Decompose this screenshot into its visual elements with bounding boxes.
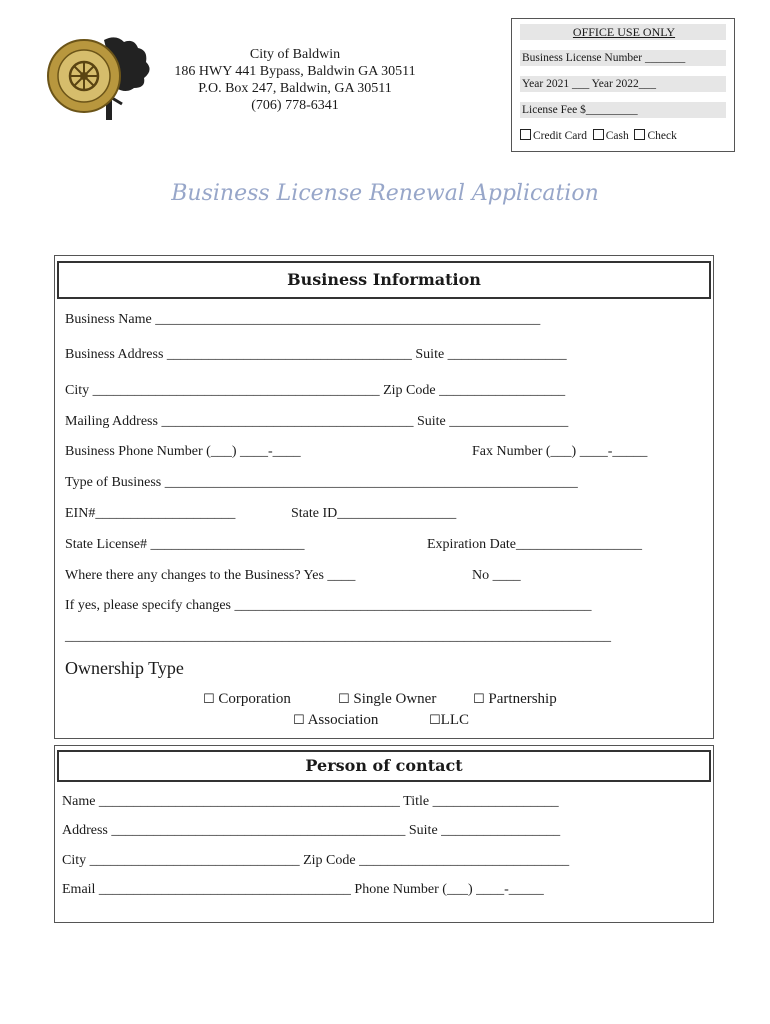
business-information-header: Business Information	[57, 261, 711, 299]
business-phone-field[interactable]: Business Phone Number (___) ____-____	[65, 444, 301, 459]
type-of-business-field[interactable]: Type of Business ___________________________________________________________	[65, 475, 578, 490]
association-label: Association	[307, 712, 379, 728]
cash-label: Cash	[605, 130, 629, 142]
partnership-checkbox[interactable]: ☐	[473, 692, 485, 707]
credit-card-checkbox[interactable]	[520, 129, 531, 140]
partnership-label: Partnership	[488, 691, 557, 707]
ownership-llc[interactable]	[429, 712, 469, 729]
city-seal-logo	[46, 32, 156, 122]
credit-card-label: Credit Card	[533, 130, 587, 142]
city-contact-block	[150, 46, 440, 114]
specify-changes-field[interactable]: If yes, please specify changes ___________________________________________________	[65, 598, 592, 613]
payment-method	[520, 128, 726, 144]
corporation-label: Corporation	[218, 691, 291, 707]
city-address: 186 HWY 441 Bypass, Baldwin GA 30511	[174, 64, 416, 79]
mailing-address-field[interactable]: Mailing Address ____________________________________ Suite _________________	[65, 414, 569, 429]
check-label: Check	[647, 130, 677, 142]
office-use-box	[511, 18, 735, 152]
contact-address-field[interactable]: Address __________________________________________ Suite _________________	[62, 823, 561, 838]
business-name-field[interactable]: Business Name _______________________________________________________	[65, 312, 541, 327]
license-number-field[interactable]: Business License Number _______	[520, 50, 726, 66]
ownership-corporation[interactable]	[203, 691, 291, 708]
contact-city-zip-field[interactable]: City ______________________________ Zip Code ______________________________	[62, 853, 570, 868]
person-of-contact-header: Person of contact	[57, 750, 711, 782]
seal-emblem	[48, 40, 120, 112]
city-name: City of Baldwin	[249, 47, 341, 62]
check-checkbox[interactable]	[634, 129, 645, 140]
license-fee-field[interactable]: License Fee $_________	[520, 102, 726, 118]
city-phone: (706) 778-6341	[251, 98, 339, 113]
city-po-box: P.O. Box 247, Baldwin, GA 30511	[198, 81, 392, 96]
state-license-field[interactable]: State License# ______________________	[65, 537, 305, 552]
single-owner-checkbox[interactable]: ☐	[338, 692, 350, 707]
cash-checkbox[interactable]	[593, 129, 604, 140]
llc-checkbox[interactable]: ☐	[429, 713, 441, 728]
office-use-title: OFFICE USE ONLY	[520, 24, 726, 40]
llc-label: LLC	[440, 712, 469, 728]
contact-email-phone-field[interactable]: Email ____________________________________ Phone Number (___) ____-_____	[62, 882, 544, 897]
expiration-date-field[interactable]: Expiration Date__________________	[427, 537, 643, 552]
ownership-single-owner[interactable]	[338, 691, 436, 708]
fax-number-field[interactable]: Fax Number (___) ____-_____	[472, 444, 648, 459]
person-of-contact-section	[54, 745, 714, 923]
single-owner-label: Single Owner	[353, 691, 437, 707]
changes-no-field[interactable]: No ____	[472, 568, 521, 583]
city-zip-field[interactable]: City _________________________________________ Zip Code __________________	[65, 383, 566, 398]
business-information-section	[54, 255, 714, 739]
ownership-type-title: Ownership Type	[65, 658, 184, 678]
association-checkbox[interactable]: ☐	[293, 713, 305, 728]
specify-changes-line-2[interactable]: ______________________________________________________________________________	[65, 629, 611, 644]
page-title: Business License Renewal Application	[171, 181, 599, 206]
ownership-association[interactable]	[293, 712, 378, 729]
business-address-field[interactable]: Business Address ___________________________________ Suite _________________	[65, 347, 567, 362]
year-field[interactable]: Year 2021 ___ Year 2022___	[520, 76, 726, 92]
ownership-partnership[interactable]	[473, 691, 557, 708]
contact-name-field[interactable]: Name ___________________________________________ Title __________________	[62, 794, 559, 809]
corporation-checkbox[interactable]: ☐	[203, 692, 215, 707]
changes-yes-field[interactable]: Where there any changes to the Business? Yes ____	[65, 568, 356, 583]
state-id-field[interactable]: State ID_________________	[291, 506, 457, 521]
ein-field[interactable]: EIN#____________________	[65, 506, 236, 521]
